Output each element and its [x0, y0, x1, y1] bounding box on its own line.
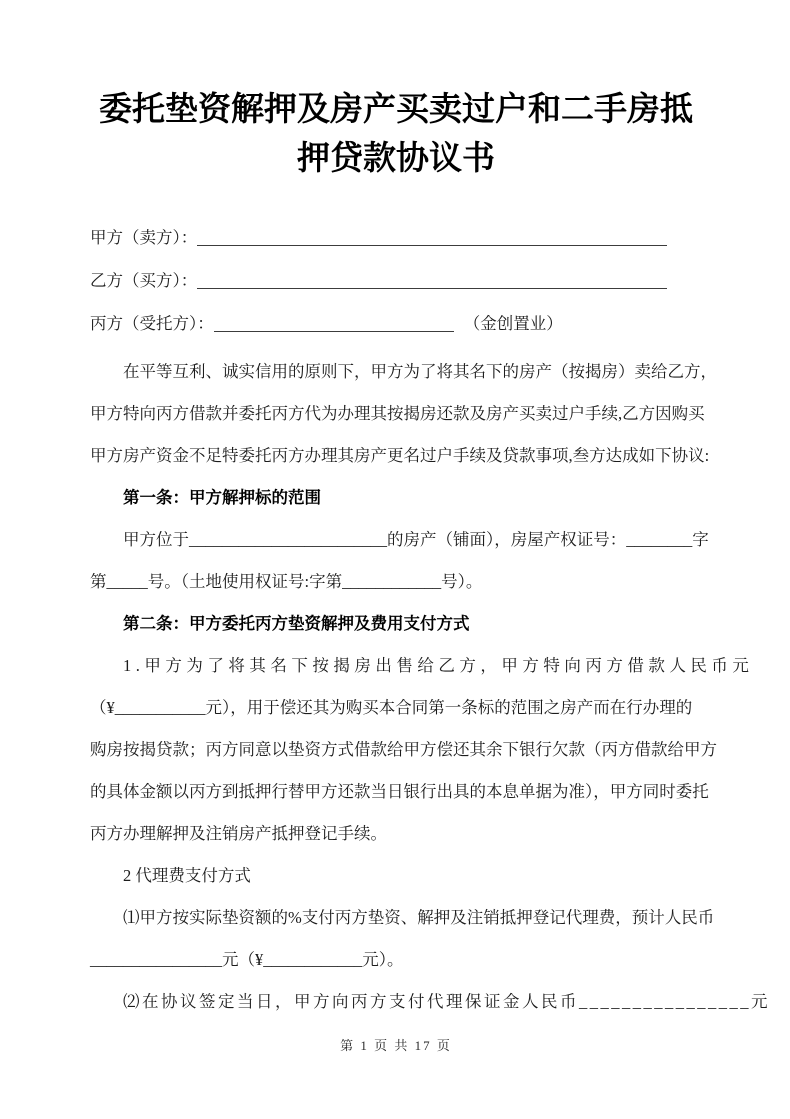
party-section — [90, 216, 702, 345]
party-row-trustee — [90, 302, 702, 345]
contract-line: （¥___________元），用于偿还其为购买本合同第一条标的范围之房产而在行办理的 — [90, 698, 693, 717]
contract-body — [90, 351, 770, 1023]
party-trustee-blank-line — [214, 331, 454, 332]
clause-2-heading: 第二条：甲方委托丙方垫资解押及费用支付方式 — [123, 614, 470, 633]
contract-line: 甲方房产资金不足特委托丙方办理其房产更名过户手续及贷款事项,叁方达成如下协议: — [90, 446, 710, 465]
party-row-buyer — [90, 259, 702, 302]
document-title-line-1: 委托垫资解押及房产买卖过户和二手房抵 — [99, 92, 693, 128]
contract-line: 第_____号。（土地使用权证号:字第____________号）。 — [90, 572, 483, 591]
contract-line: ________________元（¥____________元）。 — [90, 950, 404, 969]
party-seller-blank-line — [197, 245, 667, 246]
contract-line: ⑴甲方按实际垫资额的%支付丙方垫资、解押及注销抵押登记代理费，预计人民币 — [123, 908, 715, 927]
page-number-footer: 第 1 页 共 17 页 — [340, 1038, 452, 1053]
party-row-seller — [90, 216, 702, 259]
contract-line: 2 代理费支付方式 — [123, 866, 251, 885]
party-buyer-blank-line — [197, 288, 667, 289]
contract-line: 丙方办理解押及注销房产抵押登记手续。 — [90, 824, 387, 843]
party-buyer-label: 乙方（买方）： — [90, 271, 198, 290]
document-title — [90, 86, 702, 184]
contract-line: 甲方特向丙方借款并委托丙方代为办理其按揭房还款及房产买卖过户手续,乙方因购买 — [90, 404, 705, 423]
clause-1-heading: 第一条：甲方解押标的范围 — [123, 488, 321, 507]
party-trustee-label: 丙方（受托方）： — [90, 314, 214, 333]
party-trustee-suffix: （金创置业） — [463, 314, 563, 333]
contract-line: 在平等互利、诚实信用的原则下，甲方为了将其名下的房产（按揭房）卖给乙方， — [123, 362, 717, 381]
contract-line: 的具体金额以丙方到抵押行替甲方还款当日银行出具的本息单据为准），甲方同时委托 — [90, 782, 709, 801]
contract-line: ⑵在协议签定当日，甲方向丙方支付代理保证金人民币________________元 — [123, 992, 770, 1011]
document-title-line-2: 押贷款协议书 — [297, 141, 495, 177]
contract-line: 1.甲方为了将其名下按揭房出售给乙方，甲方特向丙方借款人民币元 — [123, 656, 754, 675]
contract-line: 购房按揭贷款；丙方同意以垫资方式借款给甲方偿还其余下银行欠款（丙方借款给甲方 — [90, 740, 717, 759]
contract-line: 甲方位于________________________的房产（铺面），房屋产权证号：________字 — [123, 530, 709, 549]
party-seller-label: 甲方（卖方）： — [90, 228, 198, 247]
